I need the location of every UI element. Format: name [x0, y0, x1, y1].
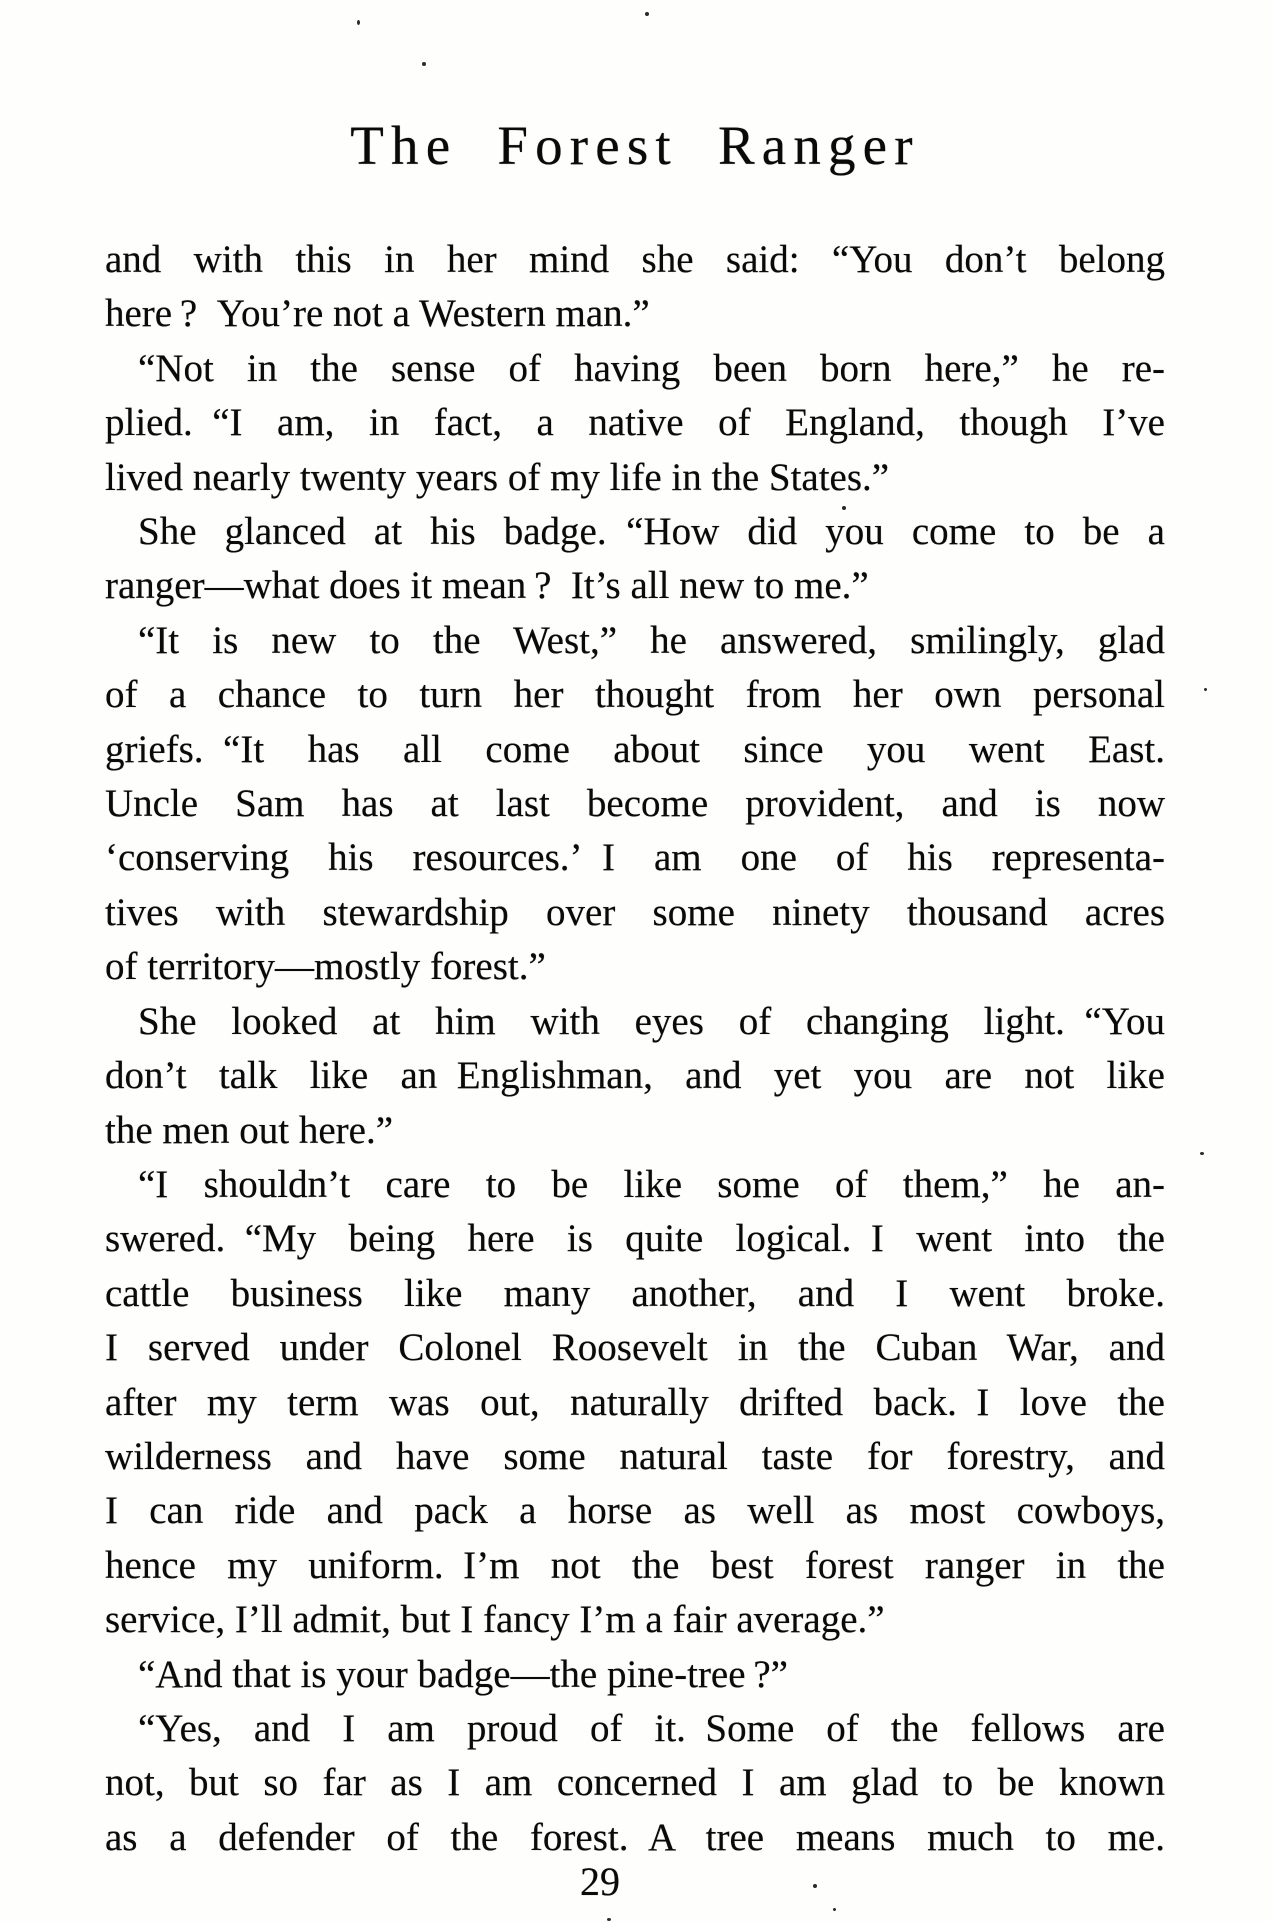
- paragraph: [105, 995, 1165, 1158]
- scan-speck: [813, 1884, 817, 1888]
- text-line: “It is new to the West,” he answered, smilingly, glad: [138, 618, 1165, 662]
- text-line: lived nearly twenty years of my life in the States.”: [105, 455, 890, 499]
- paragraph: [105, 342, 1165, 505]
- text-line: “Not in the sense of having been born here,” he re-: [138, 346, 1165, 390]
- text-line: hence my uniform. I’m not the best forest ranger in the: [105, 1543, 1165, 1587]
- paragraph: [105, 1702, 1165, 1865]
- text-line: ‘conserving his resources.’ I am one of his representa-: [105, 836, 1165, 880]
- text-line: ranger—what does it mean ? It’s all new to me.”: [105, 564, 869, 608]
- paragraph: [105, 233, 1165, 342]
- scan-speck: [1200, 1152, 1204, 1155]
- page-title: The Forest Ranger: [350, 115, 920, 176]
- paragraph: [105, 614, 1165, 995]
- text-line: don’t talk like an Englishman, and yet you are not like: [105, 1054, 1165, 1098]
- text-line: of a chance to turn her thought from her own personal: [105, 673, 1165, 717]
- text-line: of territory—mostly forest.”: [105, 945, 546, 989]
- text-line: here ? You’re not a Western man.”: [105, 292, 650, 336]
- scan-speck: [357, 20, 360, 25]
- text-line: I served under Colonel Roosevelt in the Cuban War, and: [105, 1326, 1165, 1370]
- text-line: “Yes, and I am proud of it. Some of the fellows are: [138, 1706, 1165, 1750]
- scan-speck: [833, 1908, 836, 1911]
- text-line: and with this in her mind she said: “You don’t belong: [105, 238, 1165, 281]
- body-text: [105, 233, 1165, 1865]
- text-line: not, but so far as I am concerned I am glad to be known: [105, 1761, 1165, 1805]
- scan-speck: [1204, 688, 1207, 691]
- text-line: griefs. “It has all come about since you went East.: [105, 727, 1165, 771]
- scan-speck: [422, 62, 426, 66]
- paragraph: [105, 1158, 1165, 1648]
- paragraph: [105, 1648, 1165, 1702]
- scan-speck: [607, 1918, 611, 1921]
- text-line: swered. “My being here is quite logical. I went into the: [105, 1217, 1165, 1261]
- scan-speck: [842, 506, 846, 510]
- text-line: plied. “I am, in fact, a native of England, though I’ve: [105, 401, 1165, 445]
- text-line: tives with stewardship over some ninety thousand acres: [105, 890, 1165, 934]
- text-line: “And that is your badge—the pine-tree ?”: [138, 1652, 788, 1696]
- text-line: She looked at him with eyes of changing light. “You: [138, 999, 1165, 1043]
- text-line: wilderness and have some natural taste for forestry, and: [105, 1434, 1165, 1478]
- text-line: Uncle Sam has at last become provident, and is now: [105, 782, 1165, 826]
- text-line: cattle business like many another, and I went broke.: [105, 1271, 1165, 1315]
- text-line: the men out here.”: [105, 1108, 394, 1152]
- text-line: after my term was out, naturally drifted back. I love the: [105, 1380, 1165, 1424]
- text-line: “I shouldn’t care to be like some of them,” he an-: [138, 1162, 1165, 1206]
- text-line: service, I’ll admit, but I fancy I’m a fair average.”: [105, 1598, 885, 1642]
- text-line: She glanced at his badge. “How did you come to be a: [138, 510, 1165, 554]
- page-number: 29: [580, 1859, 620, 1904]
- text-line: I can ride and pack a horse as well as most cowboys,: [105, 1489, 1165, 1533]
- paragraph: [105, 505, 1165, 614]
- scan-speck: [645, 12, 649, 16]
- text-line: as a defender of the forest. A tree means much to me.: [105, 1815, 1165, 1859]
